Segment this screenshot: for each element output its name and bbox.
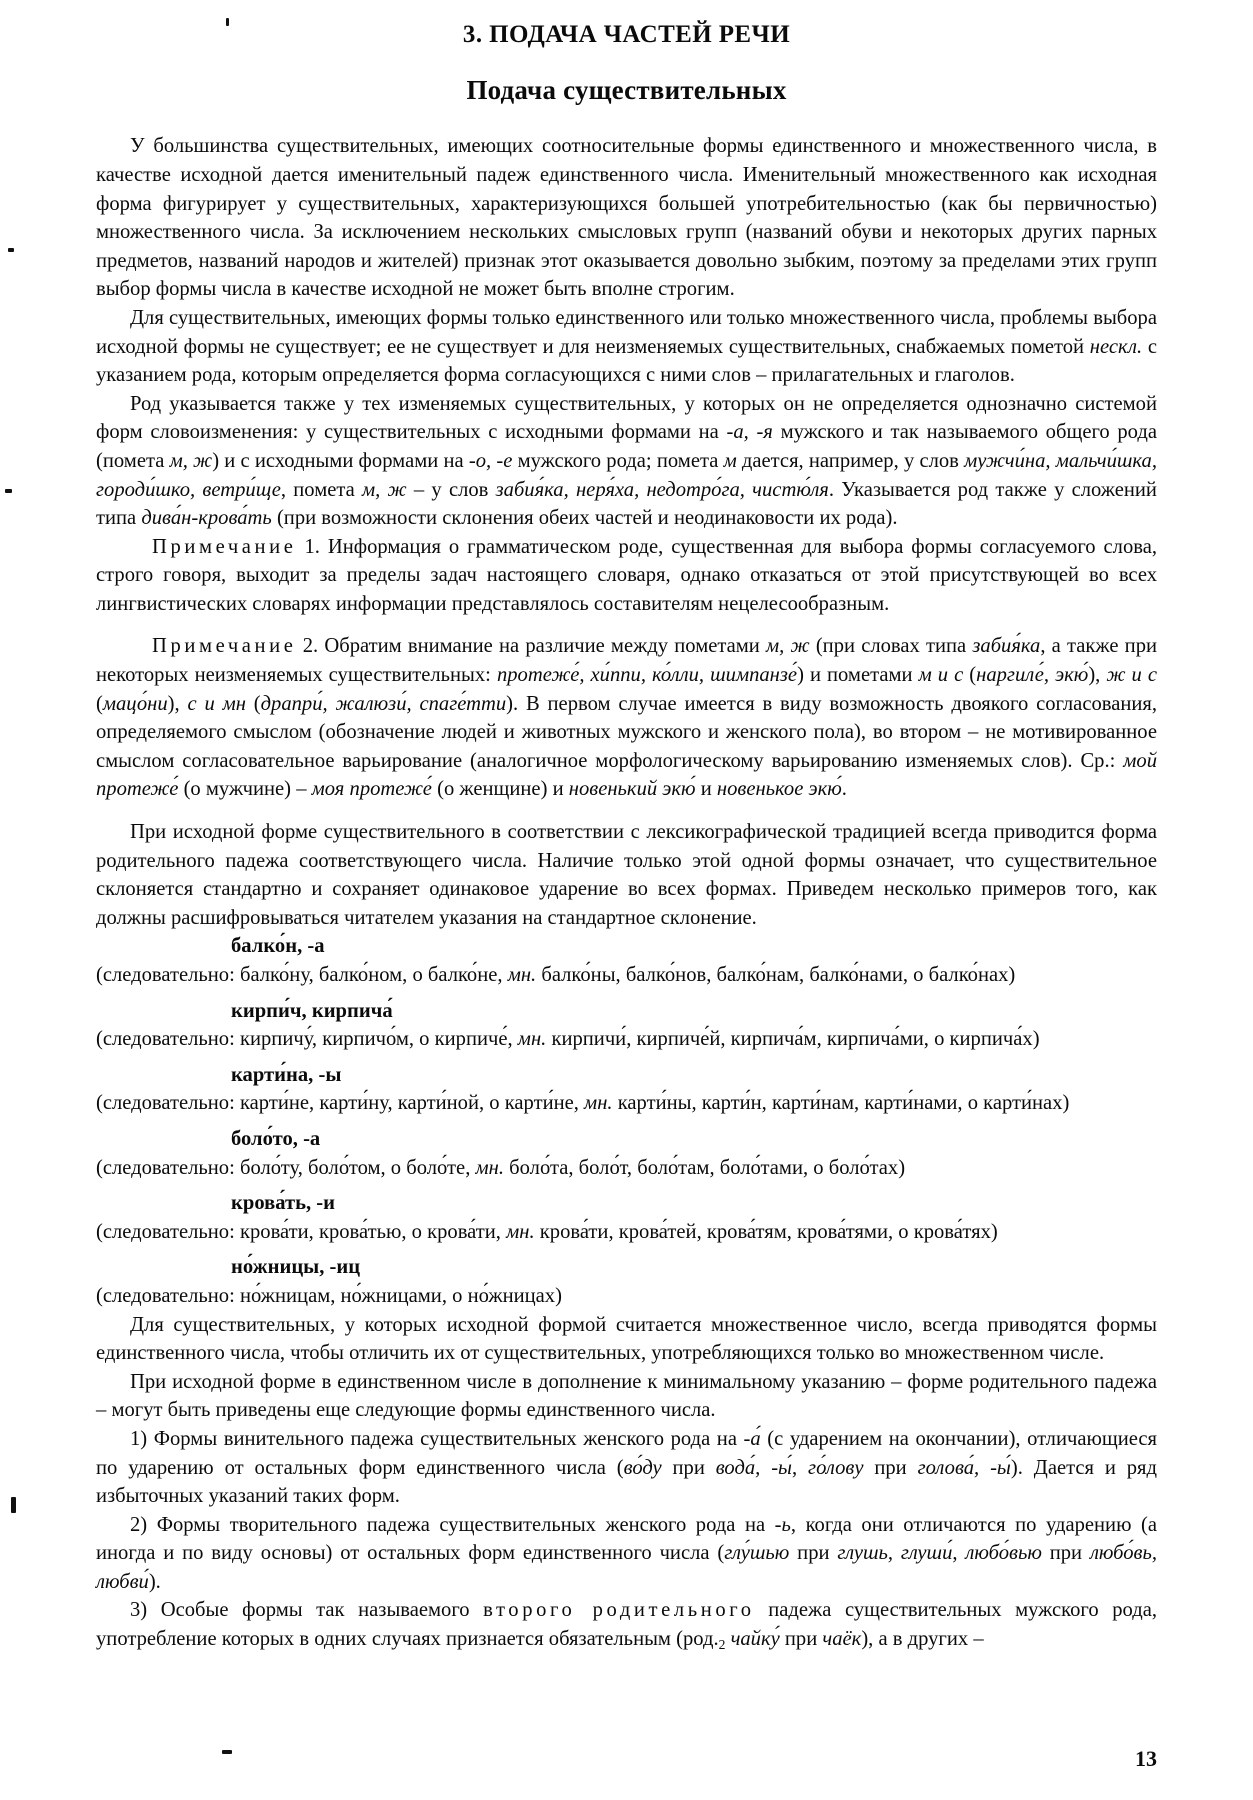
label-zh-i-s: ж и с bbox=[1106, 664, 1158, 687]
entry-expansion-tail: кирпичи́, кирпиче́й, кирпича́м, кирпича́ми, о кирпича́х) bbox=[546, 1028, 1040, 1051]
entry-boloto bbox=[96, 1125, 1157, 1182]
example-novenkoye-ecu: новенькое экю́ bbox=[716, 778, 842, 801]
paragraph-3-part-e: дается, например, у слов bbox=[736, 449, 965, 472]
example-lyubovyu: любо́вью bbox=[965, 1542, 1042, 1565]
note-2-part-l: (о женщине) и bbox=[431, 778, 569, 801]
note-2-part-n: . bbox=[841, 778, 847, 801]
example-glush: глушь, глуши́ bbox=[837, 1542, 953, 1565]
entry-expansion-tail: крова́ти, крова́тей, крова́тям, крова́тями, о крова́тях) bbox=[534, 1220, 998, 1243]
label-m-zh: м, ж bbox=[169, 449, 213, 472]
note-2-part-b: (при словах типа bbox=[809, 635, 973, 658]
entry-headword: крова́ть, -и bbox=[231, 1192, 336, 1215]
example-vodu: во́ду bbox=[623, 1456, 662, 1479]
item-2-part-b: , когда они отличаются по ударению (а иногда и по виду основы) от остальных форм единственного числа ( bbox=[96, 1513, 1157, 1565]
entry-list bbox=[96, 932, 1157, 1310]
paragraph-4-text: При исходной форме существительного в соответствии с лексикографической традицией всегда приводится форма родительного падежа соответствующего числа. Наличие только этой одной формы означает, что существительное склоняется стандартно и сохраняет одинаковое ударение во всех формах. Приведем несколько примеров того, как должны расшифровываться читателем указания на стандартное склонение. bbox=[96, 821, 1157, 929]
label-m-zh-3: м, ж bbox=[766, 635, 810, 658]
entry-expansion bbox=[96, 1154, 1157, 1183]
paragraph-1-text: У большинства существительных, имеющих соотносительные формы единственного и множественного числа, в качестве исходной дается именительный падеж единственного числа. Именительный множественного как исходная форма фигурирует у существительных, характеризующихся большей употребительностью (как бы первичностью) множественного числа. За исключением нескольких смысловых групп (названий обуви и некоторых других парных предметов, названий народов и жителей) признак этот оказывается довольно зыбким, поэтому за пределами этих групп выбор формы числа в качестве исходной не может быть вполне строгим. bbox=[96, 135, 1157, 301]
paragraph-3 bbox=[96, 390, 1157, 533]
numbered-item-3 bbox=[96, 1596, 1157, 1659]
note-1-text: Информация о грамматическом роде, существенная для выбора формы согласуемого слова, строго говоря, выходит за пределы задач настоящего словаря, однако отказаться от этой присутствующей во всех лингвистических словарях информации представлялось составителям нецелесообразным. bbox=[96, 535, 1157, 615]
example-moy-protege: мой протеже́ bbox=[96, 749, 1157, 801]
entry-kirpich bbox=[96, 997, 1157, 1054]
label-mn: мн. bbox=[517, 1028, 547, 1051]
item-1-part-d: , bbox=[792, 1456, 809, 1479]
entry-expansion bbox=[96, 961, 1157, 990]
entry-expansion bbox=[96, 1282, 1157, 1311]
item-2-part-e: при bbox=[1041, 1542, 1090, 1565]
scan-speck bbox=[222, 1750, 232, 1754]
entry-expansion-head: (следовательно: но́жницам, но́жницами, о но́жницах) bbox=[96, 1284, 562, 1307]
entry-nozhnitsy bbox=[96, 1253, 1157, 1310]
entry-headword: но́жницы, -иц bbox=[231, 1256, 361, 1279]
label-m: м bbox=[723, 449, 737, 472]
scan-speck bbox=[11, 1497, 16, 1513]
example-divan-krovat: дива́н-крова́ть bbox=[141, 507, 272, 530]
scan-speck bbox=[226, 18, 229, 26]
paragraph-2 bbox=[96, 304, 1157, 390]
item-3-part-a: 3) Особые формы так называемого bbox=[130, 1599, 484, 1622]
item-1-part-a: 1) Формы винительного падежа существительных женского рода на bbox=[130, 1427, 744, 1450]
body-text bbox=[96, 132, 1157, 1659]
entry-expansion bbox=[96, 1089, 1157, 1118]
entry-expansion-head: (следовательно: карти́не, карти́ну, карти́ной, о карти́не, bbox=[96, 1092, 585, 1115]
example-novenkiy-ecu: новенький экю́ bbox=[568, 778, 696, 801]
examples-masculine: мужчи́на, мальчи́шка, городи́шко, ветри́ще bbox=[96, 449, 1157, 501]
note-2-label: Примечание bbox=[152, 635, 297, 658]
item-1-part-e: при bbox=[863, 1456, 918, 1479]
ending-o-e: -о, -е bbox=[468, 449, 513, 472]
numbered-item-1 bbox=[96, 1425, 1157, 1511]
subsection-title: Подача существительных bbox=[466, 75, 787, 105]
example-chayok: чаёк bbox=[822, 1628, 862, 1651]
example-lyubov: любо́вь, любви́ bbox=[96, 1542, 1158, 1593]
label-mn: мн. bbox=[506, 1220, 535, 1243]
ending-a-stressed: -а́ bbox=[743, 1427, 761, 1450]
item-1-part-b: (с ударением на окончании), отличающиеся по ударению от остальных форм единственного числа ( bbox=[96, 1427, 1157, 1479]
paragraph-3-part-g: – у слов bbox=[406, 478, 496, 501]
paragraph-5 bbox=[96, 1311, 1157, 1368]
page-number: 13 bbox=[1135, 1746, 1157, 1771]
examples-nargile-ecu: наргиле́, экю́ bbox=[976, 664, 1089, 687]
entry-expansion-head: (следовательно: боло́ту, боло́том, о боло́те, bbox=[96, 1156, 476, 1179]
note-2-part-e: ( bbox=[963, 664, 977, 687]
examples-indeclinable: протеже́, хи́ппи, ко́лли, шимпанзе́ bbox=[496, 664, 798, 687]
note-2-part-m: и bbox=[695, 778, 717, 801]
paragraph-2-part-a: Для существительных, имеющих формы только единственного или только множественного числа, проблемы выбора исходной формы не существует; ее не существует и для неизменяемых существительных, снабжаемых пометой bbox=[96, 306, 1157, 358]
note-2-part-c: , а также при некоторых неизменяемых существительных: bbox=[96, 635, 1158, 687]
label-m-zh-2: м, ж bbox=[362, 478, 407, 501]
ending-soft-sign: -ь bbox=[774, 1513, 791, 1536]
paragraph-6 bbox=[96, 1368, 1157, 1425]
paragraph-2-part-b: с указанием рода, которым определяется форма согласующихся с ними слов – прилагательных и глаголов. bbox=[96, 335, 1157, 387]
note-2-part-g: ( bbox=[96, 692, 103, 715]
note-1 bbox=[96, 533, 1157, 619]
entry-expansion-tail: карти́ны, карти́н, карти́нам, карти́нами, о карти́нах) bbox=[612, 1092, 1070, 1115]
item-1-part-c: при bbox=[661, 1456, 716, 1479]
note-2 bbox=[96, 632, 1157, 804]
entry-krovat bbox=[96, 1189, 1157, 1246]
paragraph-3-part-a: Род указывается также у тех изменяемых существительных, у которых он не определяется однозначно системой форм словоизменения: у существительных с исходными формами на bbox=[96, 392, 1157, 444]
scan-speck bbox=[8, 248, 14, 252]
item-2-part-d: , bbox=[952, 1542, 966, 1565]
example-moya-protege: моя протеже́ bbox=[311, 778, 432, 801]
examples-drapri: драпри́, жалюзи́, спаге́тти bbox=[260, 692, 507, 715]
label-mn: мн. bbox=[584, 1092, 613, 1115]
entry-headword: карти́на, -ы bbox=[231, 1063, 342, 1086]
paragraph-3-part-h: . Указывается род также у сложений типа bbox=[96, 478, 1157, 530]
example-voda: вода́, -ы́ bbox=[715, 1456, 792, 1479]
label-s-i-mn: с и мн bbox=[187, 692, 246, 715]
example-glushyu: глу́шью bbox=[724, 1542, 790, 1565]
paragraph-3-part-b: мужского и так называемого общего рода (помета bbox=[96, 421, 1157, 472]
item-3-part-d: при bbox=[779, 1628, 823, 1651]
note-1-number: 1. bbox=[296, 535, 320, 558]
item-2-part-f: ). bbox=[148, 1570, 161, 1593]
paragraph-3-part-c: ) и с исходными формами на bbox=[212, 449, 469, 472]
entry-expansion-head: (следовательно: крова́ти, крова́тью, о крова́ти, bbox=[96, 1220, 507, 1243]
entry-expansion-tail: балко́ны, балко́нов, балко́нам, балко́нами, о балко́нах) bbox=[536, 964, 1016, 987]
note-2-part-d: ) и пометами bbox=[797, 664, 919, 687]
paragraph-3-part-f: , помета bbox=[280, 478, 362, 501]
ending-a-ya: -а, -я bbox=[726, 421, 773, 444]
paragraph-3-part-d: мужского рода; помета bbox=[512, 449, 724, 472]
paragraph-3-part-i: (при возможности склонения обеих частей и неодинаковости их рода). bbox=[271, 507, 898, 530]
paragraph-4 bbox=[96, 818, 1157, 932]
example-golovu: го́лову bbox=[808, 1456, 864, 1479]
example-chayku: чайку́ bbox=[730, 1628, 780, 1651]
note-1-label: Примечание bbox=[152, 535, 297, 558]
entry-expansion-head: (следовательно: кирпичу́, кирпичо́м, о кирпиче́, bbox=[96, 1028, 518, 1051]
item-3-part-b: падежа существительных мужского рода, употребление которых в одних случаях признается обязательным (род. bbox=[96, 1599, 1158, 1651]
entry-kartina bbox=[96, 1061, 1157, 1118]
label-neskl: нескл. bbox=[1089, 335, 1143, 358]
entry-expansion bbox=[96, 1025, 1157, 1054]
entry-expansion-tail: боло́та, боло́т, боло́там, боло́тами, о боло́тах) bbox=[504, 1156, 906, 1179]
note-2-part-j: ). В первом случае имеется в виду возможность двоякого согласования, определяемого смыслом (обозначение людей и животных мужского и женского пола), во втором – не мотивированное смыслом согласовательное варьирование (аналогичное морфологическому варьированию изменяемых слов). Ср.: bbox=[96, 692, 1158, 772]
item-1-part-f: ). Дается и ряд избыточных указаний таких форм. bbox=[96, 1456, 1157, 1508]
note-2-part-h: ), bbox=[167, 692, 188, 715]
scan-speck bbox=[5, 489, 12, 493]
example-matsoni: мацо́ни bbox=[102, 692, 168, 715]
entry-expansion-head: (следовательно: балко́ну, балко́ном, о балко́не, bbox=[96, 964, 508, 987]
numbered-item-2 bbox=[96, 1511, 1157, 1597]
note-2-part-f: ), bbox=[1088, 664, 1107, 687]
note-2-part-a: Обратим внимание на различие между пометами bbox=[318, 635, 766, 658]
label-mn: мн. bbox=[475, 1156, 505, 1179]
paragraph-5-text: Для существительных, у которых исходной формой считается множественное число, всегда приводятся формы единственного числа, чтобы отличить их от существительных, употребляющихся только во множественном числе. bbox=[96, 1313, 1157, 1365]
note-2-part-k: (о мужчине) – bbox=[178, 778, 312, 801]
paragraph-1 bbox=[96, 132, 1157, 304]
label-mn: мн. bbox=[507, 964, 537, 987]
entry-headword: кирпи́ч, кирпича́ bbox=[231, 999, 393, 1022]
paragraph-6-text: При исходной форме в единственном числе в дополнение к минимальному указанию – форме родительного падежа – могут быть приведены еще следующие формы единственного числа. bbox=[96, 1370, 1157, 1422]
item-3-part-e: ), а в других – bbox=[861, 1628, 984, 1651]
entry-headword: балко́н, -а bbox=[231, 935, 325, 958]
term-second-genitive: второго родительного bbox=[483, 1599, 755, 1622]
item-2-part-c: при bbox=[789, 1542, 838, 1565]
subscript-2: 2 bbox=[718, 1636, 726, 1652]
example-zabiyaka: забия́ка bbox=[972, 635, 1041, 658]
examples-common-gender: забия́ка, неря́ха, недотро́га, чистю́ля bbox=[495, 478, 829, 501]
entry-balkon bbox=[96, 932, 1157, 989]
label-m-i-s: м и с bbox=[918, 664, 964, 687]
entry-headword: боло́то, -а bbox=[231, 1127, 321, 1150]
note-2-number: 2. bbox=[296, 635, 319, 658]
item-2-part-a: 2) Формы творительного падежа существительных женского рода на bbox=[130, 1513, 775, 1536]
note-2-part-i: ( bbox=[245, 692, 261, 715]
example-golova: голова́, -ы́ bbox=[917, 1456, 1011, 1479]
section-title: 3. ПОДАЧА ЧАСТЕЙ РЕЧИ bbox=[462, 21, 791, 48]
entry-expansion bbox=[96, 1218, 1157, 1247]
